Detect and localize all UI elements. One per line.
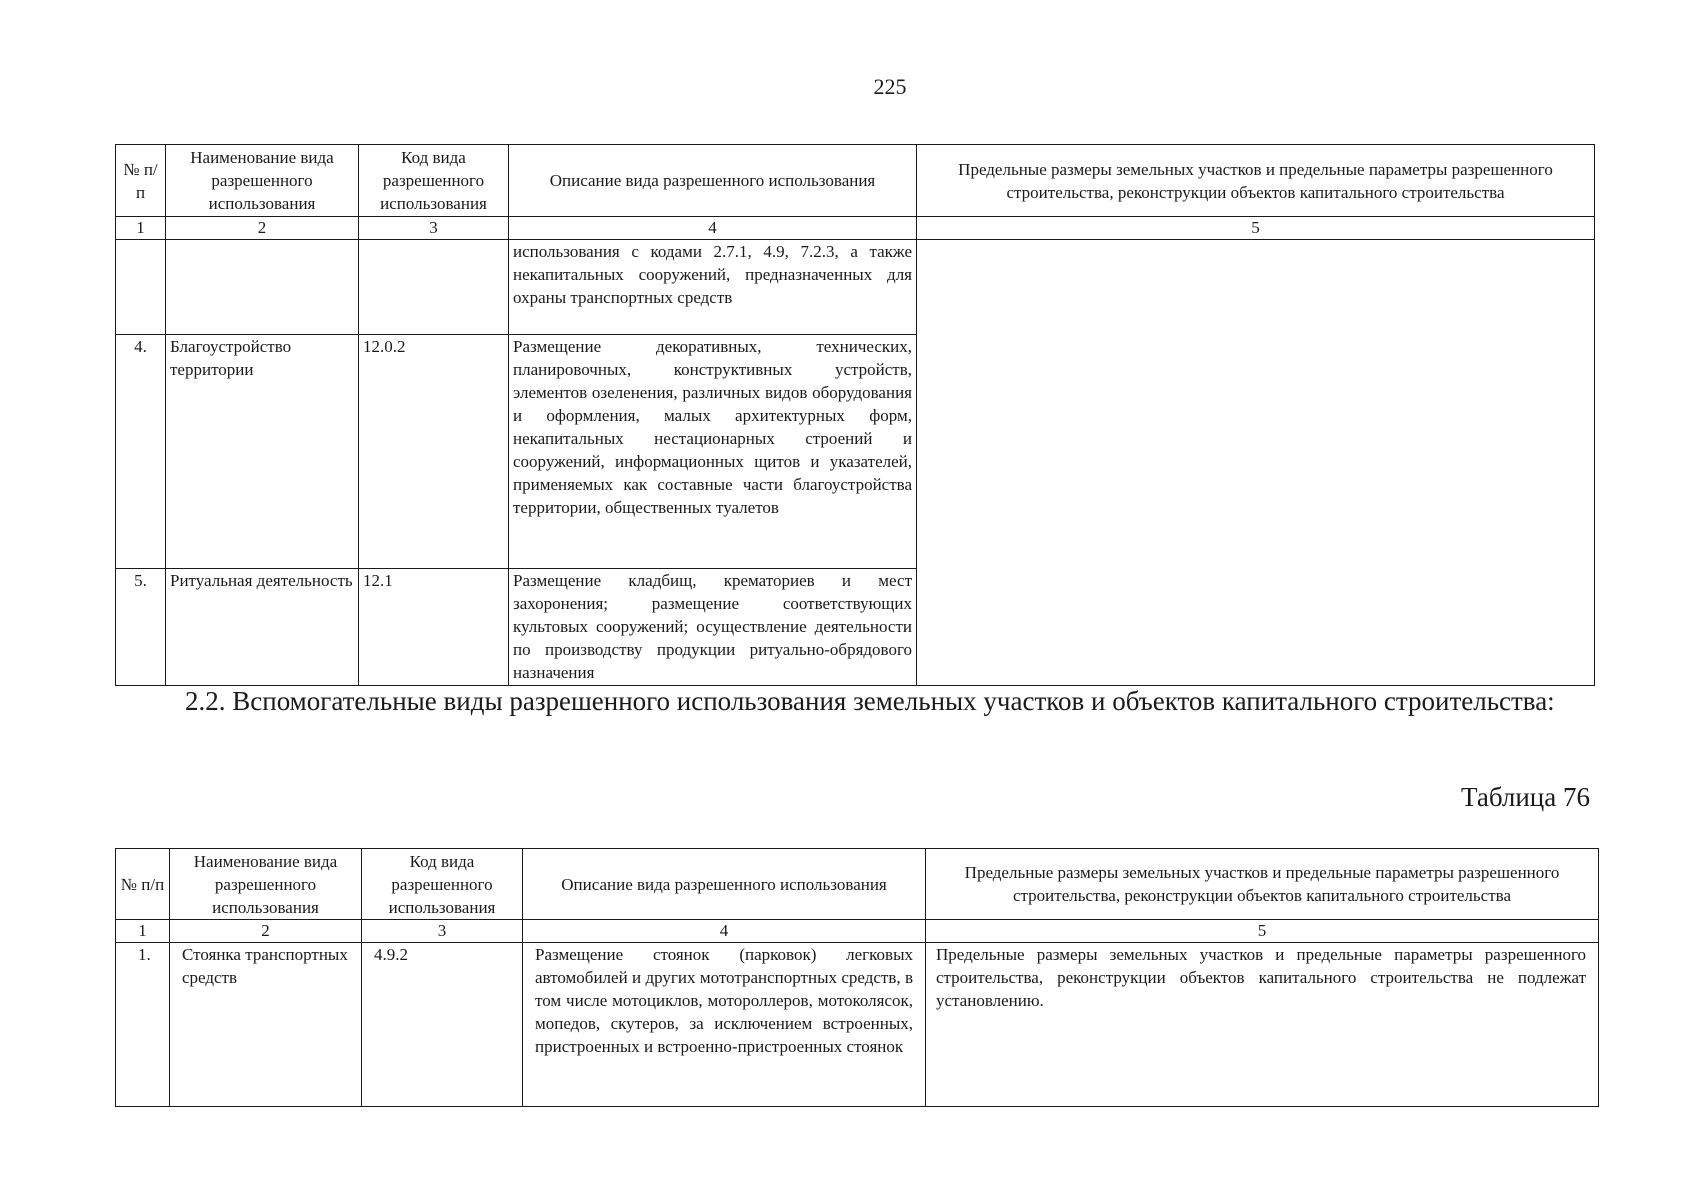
header-description: Описание вида разрешенного использования <box>523 849 926 920</box>
table-header-row <box>116 849 1599 920</box>
row-code: 12.1 <box>359 569 509 686</box>
row-name: Стоянка транспортных средств <box>170 943 362 1107</box>
table-row <box>116 943 1599 1107</box>
column-number: 3 <box>359 217 509 240</box>
table-caption: Таблица 76 <box>1461 782 1590 812</box>
row-name: Ритуальная деятельность <box>166 569 359 686</box>
row-code: 4.9.2 <box>362 943 523 1107</box>
header-code: Код вида разрешенного использования <box>362 849 523 920</box>
row-description: Размещение кладбищ, крематориев и мест захоронения; размещение соответствующих культовых сооружений; осуществление деятельности по производству продукции ритуально-обрядового назначения <box>509 569 917 686</box>
column-number: 4 <box>509 217 917 240</box>
header-code: Код вида разрешенного использования <box>359 145 509 217</box>
row-code-cell <box>359 240 509 335</box>
table-row <box>116 240 1595 335</box>
column-number: 4 <box>523 920 926 943</box>
column-number: 2 <box>170 920 362 943</box>
row-name: Благоустройство территории <box>166 335 359 569</box>
row-params-cell <box>917 240 1595 686</box>
page-number: 225 <box>873 74 907 99</box>
header-params: Предельные размеры земельных участков и предельные параметры разрешенного строительства, реконструкции объектов капитального строительства <box>917 145 1595 217</box>
header-name: Наименование вида разрешенного использования <box>170 849 362 920</box>
row-num: 4. <box>116 335 166 569</box>
header-description: Описание вида разрешенного использования <box>509 145 917 217</box>
column-number: 1 <box>116 920 170 943</box>
row-params: Предельные размеры земельных участков и предельные параметры разрешенного строительства, реконструкции объектов капитального строительства не подлежат установлению. <box>926 943 1599 1107</box>
column-number: 2 <box>166 217 359 240</box>
header-name: Наименование вида разрешенного использования <box>166 145 359 217</box>
column-number: 3 <box>362 920 523 943</box>
column-number: 1 <box>116 217 166 240</box>
land-use-table-main <box>115 144 1595 686</box>
header-params: Предельные размеры земельных участков и предельные параметры разрешенного строительства, реконструкции объектов капитального строительства <box>926 849 1599 920</box>
column-number-row <box>116 217 1595 240</box>
header-num: № п/п <box>116 145 166 217</box>
row-name-cell <box>166 240 359 335</box>
row-num: 1. <box>116 943 170 1107</box>
header-num: № п/п <box>116 849 170 920</box>
row-num-cell <box>116 240 166 335</box>
row-code: 12.0.2 <box>359 335 509 569</box>
land-use-table-auxiliary <box>115 848 1599 1107</box>
section-heading: 2.2. Вспомогательные виды разрешенного использования земельных участков и объектов капитального строительства: <box>185 686 1555 716</box>
row-description: Размещение стоянок (парковок) легковых автомобилей и других мототранспортных средств, в том числе мотоциклов, мотороллеров, мотоколясок, мопедов, скутеров, за исключением встроенных, пристроенных и встроенно-пристроенных стоянок <box>523 943 926 1107</box>
column-number: 5 <box>926 920 1599 943</box>
column-number-row <box>116 920 1599 943</box>
column-number: 5 <box>917 217 1595 240</box>
table-header-row <box>116 145 1595 217</box>
row-num: 5. <box>116 569 166 686</box>
row-description: использования с кодами 2.7.1, 4.9, 7.2.3, а также некапитальных сооружений, предназначенных для охраны транспортных средств <box>509 240 917 335</box>
row-description: Размещение декоративных, технических, планировочных, конструктивных устройств, элементов озеленения, различных видов оборудования и оформления, малых архитектурных форм, некапитальных нестационарных строений и сооружений, информационных щитов и указателей, применяемых как составные части благоустройства территории, общественных туалетов <box>509 335 917 569</box>
